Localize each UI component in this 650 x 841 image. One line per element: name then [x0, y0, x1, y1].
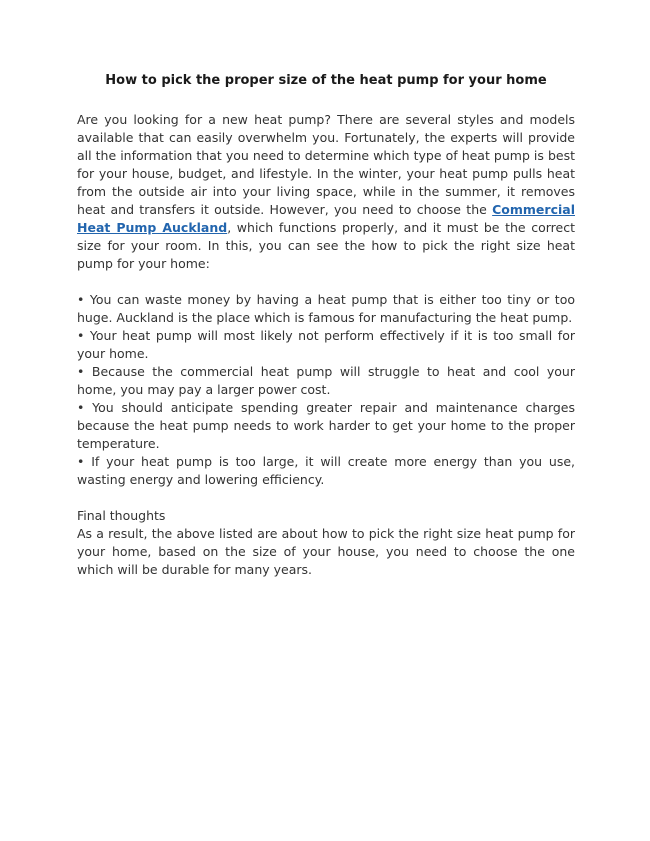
document-title: How to pick the proper size of the heat pump for your home [105, 73, 547, 88]
intro-paragraph [77, 111, 575, 273]
bullet-item: • You should anticipate spending greater repair and maintenance charges because the heat pump needs to work harder to get your home to the proper temperature. [77, 400, 575, 451]
final-thoughts-paragraph: As a result, the above listed are about how to pick the right size heat pump for your home, based on the size of your house, you need to choose the one which will be durable for many years. [77, 526, 575, 577]
spacer [77, 489, 575, 507]
bullet-item: • Because the commercial heat pump will struggle to heat and cool your home, you may pay a larger power cost. [77, 364, 575, 397]
bullet-item: • Your heat pump will most likely not perform effectively if it is too small for your home. [77, 328, 575, 361]
bullet-item: • If your heat pump is too large, it will create more energy than you use, wasting energy and lowering efficiency. [77, 454, 575, 487]
intro-text-before-link: Are you looking for a new heat pump? There are several styles and models available that can easily overwhelm you. Fortunately, the experts will provide all the information that you need to determine which type of heat pump is best for your house, budget, and lifestyle. In the winter, your heat pump pulls heat from the outside air into your living space, while in the summer, it removes heat and transfers it outside. However, you need to choose the [77, 112, 575, 217]
final-thoughts-heading: Final thoughts [77, 508, 166, 523]
intro-text-after-link: , which functions properly, and it must be the correct size for your room. In this, you can see the how to pick the right size heat pump for your home: [77, 220, 575, 271]
commercial-heat-pump-auckland-link[interactable]: Commercial Heat Pump Auckland [77, 202, 575, 235]
spacer [77, 273, 575, 291]
bullet-item: • You can waste money by having a heat pump that is either too tiny or too huge. Auckland is the place which is famous for manufacturing the heat pump. [77, 292, 575, 325]
